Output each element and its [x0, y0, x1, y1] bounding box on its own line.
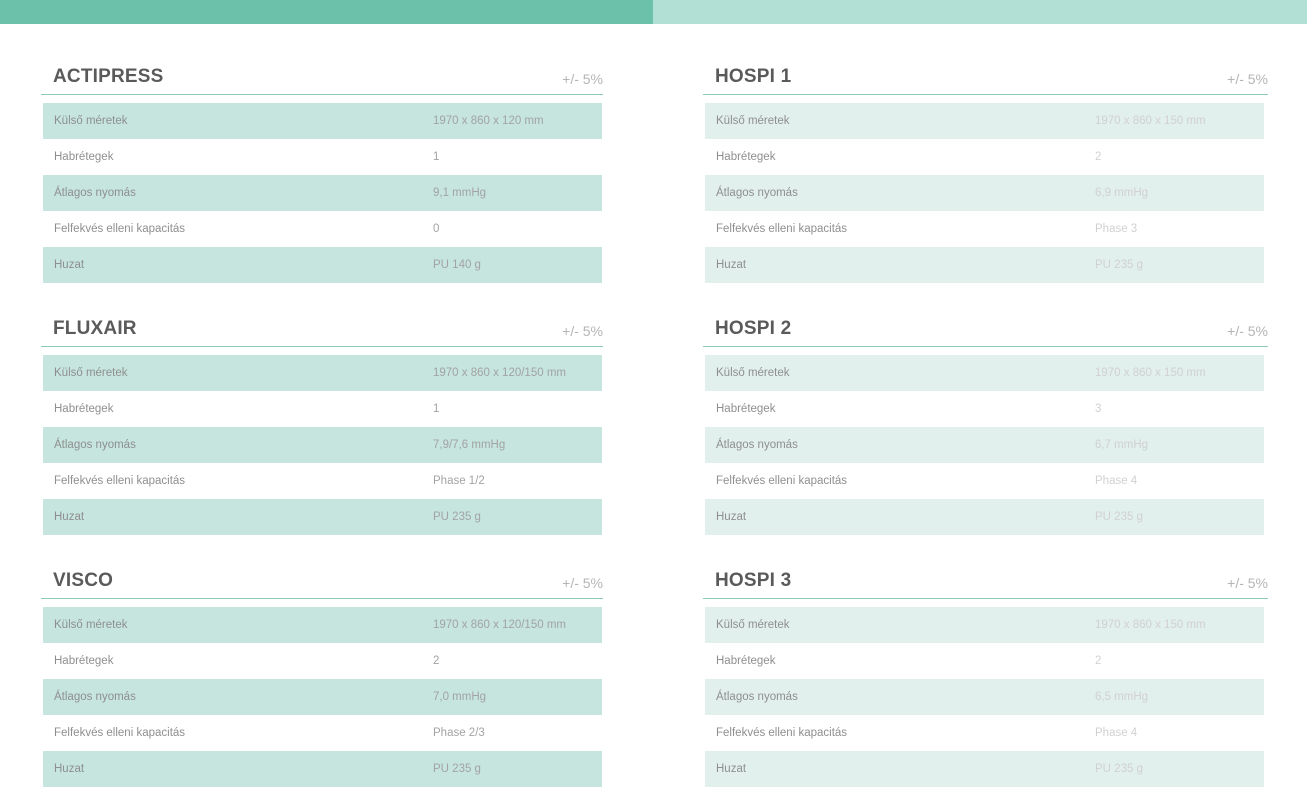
tolerance-note: +/- 5% — [1227, 323, 1268, 339]
spec-label: Átlagos nyomás — [54, 691, 136, 703]
spec-row-foam-layers — [43, 391, 602, 427]
spec-row-average-pressure — [43, 679, 602, 715]
spec-row-average-pressure — [705, 679, 1264, 715]
spec-label: Felfekvés elleni kapacitás — [716, 475, 848, 487]
spec-label: Külső méretek — [716, 619, 790, 631]
spec-table — [703, 355, 1265, 535]
spec-label: Felfekvés elleni kapacitás — [54, 223, 186, 235]
product-title: HOSPI 2 — [715, 318, 792, 339]
spec-value: 1 — [433, 151, 440, 163]
spec-label: Külső méretek — [54, 619, 128, 631]
spec-label: Átlagos nyomás — [716, 691, 798, 703]
spec-row-foam-layers — [705, 391, 1264, 427]
spec-label: Huzat — [716, 259, 747, 271]
spec-label: Huzat — [54, 259, 85, 271]
spec-label: Habrétegek — [716, 655, 776, 667]
spec-row-outer-dimensions — [705, 103, 1264, 139]
spec-value: 1970 x 860 x 150 mm — [1095, 619, 1206, 631]
product-header — [703, 316, 1268, 347]
product-card-actipress — [41, 64, 603, 283]
spec-value: 6,5 mmHg — [1095, 691, 1149, 703]
spec-row-foam-layers — [705, 139, 1264, 175]
spec-label: Külső méretek — [54, 367, 128, 379]
spec-table — [41, 103, 603, 283]
spec-value: Phase 3 — [1095, 223, 1138, 235]
product-card-hospi-1 — [703, 64, 1268, 283]
tolerance-note: +/- 5% — [562, 71, 603, 87]
spec-row-cover — [705, 751, 1264, 787]
spec-row-pressure-ulcer-capacity — [43, 463, 602, 499]
spec-row-cover — [43, 499, 602, 535]
spec-value: 1970 x 860 x 150 mm — [1095, 115, 1206, 127]
spec-label: Habrétegek — [54, 151, 114, 163]
top-accent-bar-left — [0, 0, 653, 24]
product-header — [41, 64, 603, 95]
spec-value: 2 — [1095, 655, 1102, 667]
tolerance-note: +/- 5% — [562, 575, 603, 591]
product-title: ACTIPRESS — [53, 66, 164, 87]
product-card-visco — [41, 568, 603, 787]
spec-label: Külső méretek — [716, 367, 790, 379]
product-title: HOSPI 1 — [715, 66, 792, 87]
spec-row-outer-dimensions — [43, 355, 602, 391]
spec-label: Átlagos nyomás — [54, 187, 136, 199]
spec-row-cover — [43, 247, 602, 283]
spec-row-outer-dimensions — [705, 355, 1264, 391]
product-title: VISCO — [53, 570, 114, 591]
spec-row-average-pressure — [705, 175, 1264, 211]
spec-value: 3 — [1095, 403, 1102, 415]
spec-label: Habrétegek — [54, 403, 114, 415]
spec-row-average-pressure — [43, 427, 602, 463]
tolerance-note: +/- 5% — [1227, 575, 1268, 591]
spec-label: Habrétegek — [716, 403, 776, 415]
spec-value: 9,1 mmHg — [433, 187, 487, 199]
product-card-hospi-2 — [703, 316, 1268, 535]
spec-value: PU 235 g — [433, 763, 481, 775]
spec-value: PU 140 g — [433, 259, 481, 271]
spec-row-foam-layers — [43, 139, 602, 175]
tolerance-note: +/- 5% — [562, 323, 603, 339]
spec-value: 1970 x 860 x 120 mm — [433, 115, 544, 127]
spec-label: Felfekvés elleni kapacitás — [54, 727, 186, 739]
spec-row-pressure-ulcer-capacity — [705, 211, 1264, 247]
top-accent-bar-right — [653, 0, 1307, 24]
spec-value: 2 — [1095, 151, 1102, 163]
spec-value: 1970 x 860 x 120/150 mm — [433, 619, 566, 631]
spec-row-pressure-ulcer-capacity — [705, 463, 1264, 499]
spec-row-foam-layers — [705, 643, 1264, 679]
spec-label: Huzat — [716, 763, 747, 775]
spec-row-foam-layers — [43, 643, 602, 679]
spec-label: Habrétegek — [54, 655, 114, 667]
spec-value: PU 235 g — [1095, 259, 1143, 271]
spec-value: 7,0 mmHg — [433, 691, 487, 703]
spec-label: Átlagos nyomás — [716, 187, 798, 199]
product-header — [703, 64, 1268, 95]
spec-label: Huzat — [54, 511, 85, 523]
spec-value: 2 — [433, 655, 440, 667]
spec-row-outer-dimensions — [43, 607, 602, 643]
spec-label: Habrétegek — [716, 151, 776, 163]
product-title: HOSPI 3 — [715, 570, 792, 591]
spec-value: PU 235 g — [1095, 511, 1143, 523]
spec-table — [41, 355, 603, 535]
product-header — [703, 568, 1268, 599]
spec-label: Huzat — [716, 511, 747, 523]
spec-label: Felfekvés elleni kapacitás — [716, 223, 848, 235]
spec-value: Phase 4 — [1095, 727, 1138, 739]
spec-value: Phase 2/3 — [433, 727, 485, 739]
tolerance-note: +/- 5% — [1227, 71, 1268, 87]
spec-row-outer-dimensions — [43, 103, 602, 139]
spec-table — [41, 607, 603, 787]
spec-label: Külső méretek — [716, 115, 790, 127]
product-card-hospi-3 — [703, 568, 1268, 787]
spec-label: Huzat — [54, 763, 85, 775]
spec-row-pressure-ulcer-capacity — [705, 715, 1264, 751]
spec-value: PU 235 g — [433, 511, 481, 523]
spec-label: Átlagos nyomás — [716, 439, 798, 451]
spec-row-pressure-ulcer-capacity — [43, 715, 602, 751]
spec-table — [703, 103, 1265, 283]
spec-row-cover — [705, 247, 1264, 283]
spec-label: Felfekvés elleni kapacitás — [716, 727, 848, 739]
product-title: FLUXAIR — [53, 318, 137, 339]
spec-value: PU 235 g — [1095, 763, 1143, 775]
spec-label: Külső méretek — [54, 115, 128, 127]
spec-value: Phase 1/2 — [433, 475, 485, 487]
spec-table — [703, 607, 1265, 787]
spec-value: 1 — [433, 403, 440, 415]
product-card-fluxair — [41, 316, 603, 535]
spec-label: Átlagos nyomás — [54, 439, 136, 451]
spec-label: Felfekvés elleni kapacitás — [54, 475, 186, 487]
spec-row-cover — [705, 499, 1264, 535]
spec-row-average-pressure — [43, 175, 602, 211]
spec-row-cover — [43, 751, 602, 787]
spec-value: Phase 4 — [1095, 475, 1138, 487]
spec-value: 1970 x 860 x 150 mm — [1095, 367, 1206, 379]
spec-row-average-pressure — [705, 427, 1264, 463]
spec-value: 1970 x 860 x 120/150 mm — [433, 367, 566, 379]
spec-row-outer-dimensions — [705, 607, 1264, 643]
spec-value: 6,9 mmHg — [1095, 187, 1149, 199]
spec-value: 0 — [433, 223, 440, 235]
spec-row-pressure-ulcer-capacity — [43, 211, 602, 247]
top-accent-bar — [0, 0, 1307, 24]
spec-value: 7,9/7,6 mmHg — [433, 439, 506, 451]
product-header — [41, 316, 603, 347]
spec-value: 6,7 mmHg — [1095, 439, 1149, 451]
product-header — [41, 568, 603, 599]
